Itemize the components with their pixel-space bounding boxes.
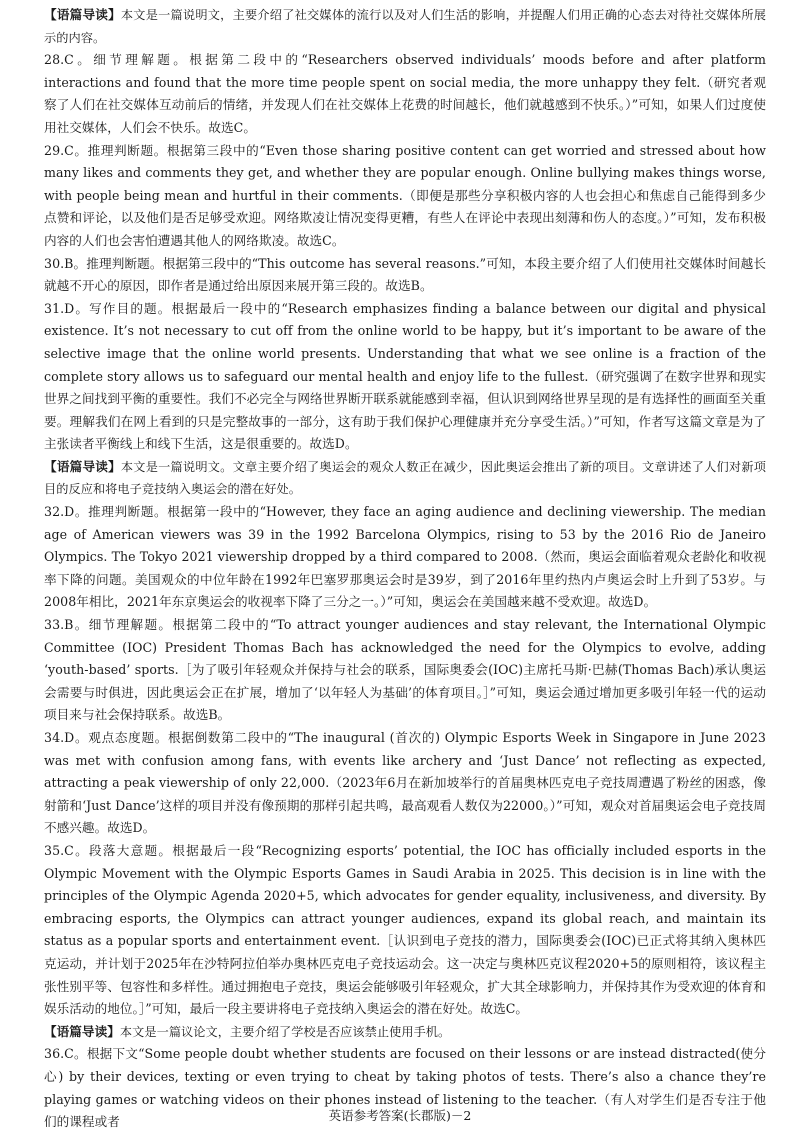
answer-item xyxy=(44,840,766,1021)
answer-explanation: 细节理解题。根据第二段中的“Researchers observed individuals’ moods before and after platform interactions and found that the more time people spent on social media, the more unhappy they felt.（研究者观察了人们在社交媒体互动前后的情绪，并发现人们在社交媒体上花费的时间越长，他们就越感到不快乐。）”可知，如果人们过度使用社交媒体，人们会不快乐。故选C。 xyxy=(44,52,766,135)
answer-item xyxy=(44,253,766,298)
answer-explanation: 根据下文“Some people doubt whether students are focused on their lessons or are instead distracted(使分心) by their devices, texting or even trying to cheat by taking photos of tests. There’s also a chance they’re playing games or watching videos on their phones instead of listening to the teacher.（有人对学生们是否专注于他们的课程或者 xyxy=(44,1046,766,1130)
answer-explanation: 写作目的题。根据最后一段中的“Research emphasizes finding a balance between our digital and physical existence. It’s not necessary to cut off from the online world to be happy, but it’s important to be aware of the selective image that the online world presents. Understanding that what we see online is a fraction of the complete story allows us to safeguard our mental health and enjoy life to the fullest.（研究强调了在数字世界和现实世界之间找到平衡的重要性。我们不必完全与网络世界断开联系就能感到幸福，但认识到网络世界呈现的是有选择性的画面至关重要。理解我们在网上看到的只是完整故事的一部分，这有助于我们保护心理健康并充分享受生活。）”可知，作者写这篇文章是为了主张读者平衡线上和线下生活，这是很重要的。故选D。 xyxy=(44,300,766,452)
guide-text: 本文是一篇说明文。文章主要介绍了奥运会的观众人数正在减少，因此奥运会推出了新的项目。文章讲述了人们对新项目的反应和将电子竞技纳入奥运会的潜在好处。 xyxy=(44,459,766,497)
answer-item xyxy=(44,49,766,139)
answer-explanation: 段落大意题。根据最后一段“Recognizing esports’ potential, the IOC has officially included esports in the Olympic Movement with the Olympic Esports Games in Saudi Arabia in 2025. This decision is in line with the principles of the Olympic Agenda 2020+5, which advocates for gender equality, inclusiveness, and diversity. By embracing esports, the Olympics can attract younger audiences, expand its global reach, and maintain its status as a popular sports and entertainment event.［认识到电子竞技的潜力，国际奥委会(IOC)已正式将其纳入奥林匹克运动，并计划于2025年在沙特阿拉伯举办奥林匹克电子竞技运动会。这一决定与奥林匹克议程2020+5的原则相符，该议程主张性别平等、包容性和多样性。通过拥抱电子竞技，奥运会能够吸引年轻观众，扩大其全球影响力，并保持其作为受欢迎的体育和娱乐活动的地位。］”可知，最后一段主要讲将电子竞技纳入奥运会的潜在好处。故选C。 xyxy=(44,842,766,1017)
answer-number: 33.B。 xyxy=(44,617,89,633)
guide-text: 本文是一篇议论文，主要介绍了学校是否应该禁止使用手机。 xyxy=(119,1024,451,1039)
answer-item xyxy=(44,140,766,253)
reading-guide xyxy=(44,4,766,49)
guide-text: 本文是一篇说明文，主要介绍了社交媒体的流行以及对人们生活的影响，并提醒人们用正确的心态去对待社交媒体所展示的内容。 xyxy=(44,8,766,45)
answer-number: 29.C。 xyxy=(44,142,88,158)
answer-item xyxy=(44,727,766,840)
page-footer: 英语参考答案(长郡版)－2 xyxy=(328,1108,472,1123)
answer-number: 34.D。 xyxy=(44,730,89,745)
answer-number: 35.C。 xyxy=(44,842,89,858)
answer-item xyxy=(44,614,766,727)
reading-guide xyxy=(44,456,766,501)
answer-number: 36.C。 xyxy=(44,1046,87,1062)
guide-tag: 【语篇导读】 xyxy=(44,458,121,474)
answer-explanation: 推理判断题。根据第一段中的“However, they face an aging audience and declining viewership. The median age of American viewers was 39 in the 1992 Barcelona Olympics, rising to 53 by the 2016 Rio de Janeiro Olympics. The Tokyo 2021 viewership dropped by a third compared to 2008.（然而，奥运会面临着观众老龄化和收视率下降的问题。美国观众的中位年龄在1992年巴塞罗那奥运会时是39岁，到了2016年里约热内卢奥运会时上升到了53岁。与2008年相比，2021年东京奥运会的收视率下降了三分之一。）”可知，奥运会在美国越来越不受欢迎。故选D。 xyxy=(44,504,766,610)
answer-item xyxy=(44,501,766,614)
answer-number: 31.D。 xyxy=(44,300,90,316)
answer-explanation: 观点态度题。根据倒数第二段中的“The inaugural (首次的) Olympic Esports Week in Singapore in June 2023 was met with confusion among fans, with events like archery and ‘Just Dance’ not reflecting as expected, attracting a peak viewership of only 22,000.（2023年6月在新加坡举行的首届奥林匹克电子竞技周遭遇了粉丝的困惑，像射箭和‘Just Dance’这样的项目并没有像预期的那样引起共鸣，最高观看人数仅为22000。）”可知，观众对首届奥运会电子竞技周不感兴趣。故选D。 xyxy=(44,730,766,836)
answer-explanation: 推理判断题。根据第三段中的“Even those sharing positive content can get worried and stressed about how many likes and comments they get, and whether they are popular enough. Online bullying makes things worse, with people being mean and hurtful in their comments.（即便是那些分享积极内容的人也会担心和焦虑自己能得到多少点赞和评论，以及他们是否足够受欢迎。网络欺凌让情况变得更糟，有些人在评论中表现出刻薄和伤人的态度。）”可知，发布积极内容的人们也会害怕遭遇其他人的网络欺凌。故选C。 xyxy=(44,142,766,248)
answer-explanation: 细节理解题。根据第二段中的“To attract younger audiences and stay relevant, the International Olympic Committee (IOC) President Thomas Bach has acknowledged the need for the Olympics to evolve, adding ‘youth-based’ sports.［为了吸引年轻观众并保持与社会的联系，国际奥委会(IOC)主席托马斯·巴赫(Thomas Bach)承认奥运会需要与时俱进，因此奥运会正在扩展，增加了‘以年轻人为基础’的体育项目。］”可知，奥运会通过增加更多吸引年轻一代的运动项目来与社会保持联系。故选B。 xyxy=(44,617,766,723)
answer-number: 28.C。 xyxy=(44,52,94,68)
answer-number: 30.B。 xyxy=(44,255,87,271)
answer-item xyxy=(44,298,766,456)
reading-guide xyxy=(44,1021,766,1044)
answer-explanation: 推理判断题。根据第三段中的“This outcome has several reasons.”可知，本段主要介绍了人们使用社交媒体时间越长就越不开心的原因，即作者是通过给出原因来展开第三段的。故选B。 xyxy=(44,255,766,294)
guide-tag: 【语篇导读】 xyxy=(44,7,121,22)
answer-number: 32.D。 xyxy=(44,504,89,520)
guide-tag: 【语篇导读】 xyxy=(44,1023,120,1039)
